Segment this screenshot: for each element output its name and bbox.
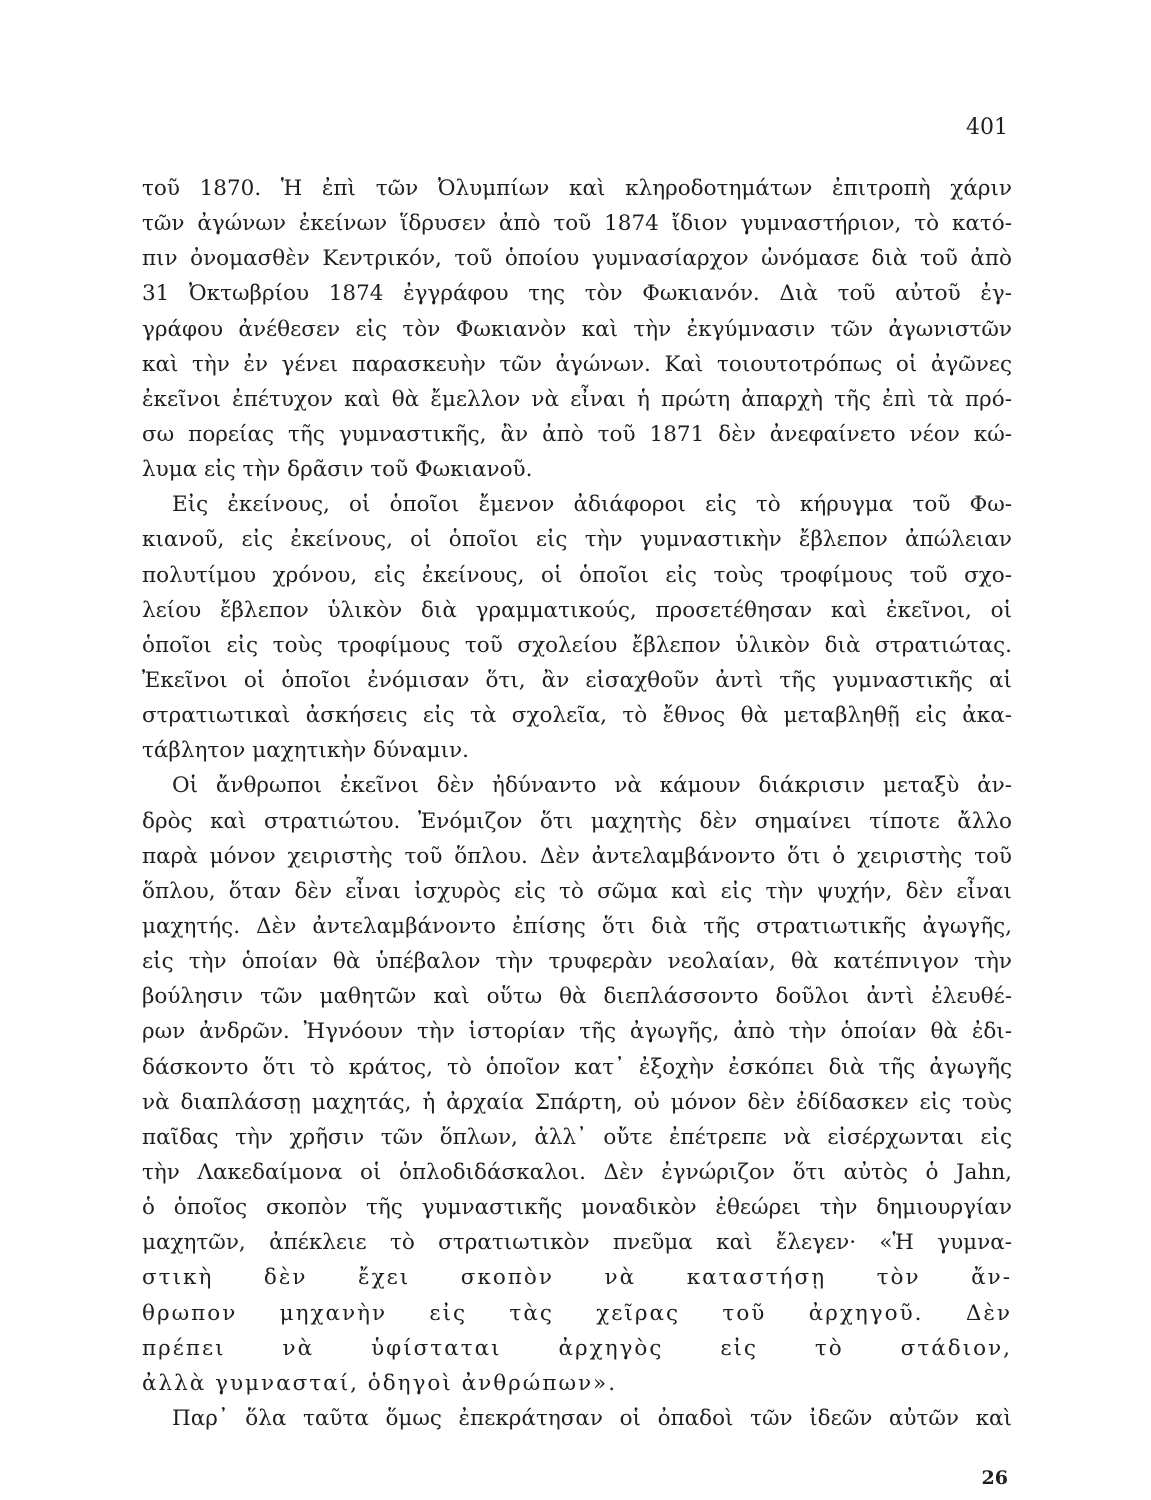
- text-line: δάσκοντο ὅτι τὸ κράτος, τὸ ὁποῖον κατ᾽ ἐξοχὴν ἐσκόπει διὰ τῆς ἀγωγῆς: [142, 1054, 1012, 1080]
- text-line: ἐκεῖνοι ἐπέτυχον καὶ θὰ ἔμελλον νὰ εἶναι ἡ πρώτη ἀπαρχὴ τῆς ἐπὶ τὰ πρό-: [142, 386, 1012, 412]
- text-line: τὴν Λακεδαίμονα οἱ ὁπλοδιδάσκαλοι. Δὲν ἐγνώριζον ὅτι αὐτὸς ὁ Jahn,: [142, 1159, 1012, 1185]
- paragraph-start-line: Παρ᾽ ὅλα ταῦτα ὅμως ἐπεκράτησαν οἱ ὀπαδοὶ τῶν ἰδεῶν αὐτῶν καὶ: [172, 1405, 1012, 1431]
- quoted-spaced-line: θρωπον μηχανὴν εἰς τὰς χεῖρας τοῦ ἀρχηγοῦ. Δὲν: [142, 1300, 1012, 1326]
- text-line: στρατιωτικαὶ ἀσκήσεις εἰς τὰ σχολεῖα, τὸ ἔθνος θὰ μεταβληθῇ εἰς ἀκα-: [142, 703, 1012, 729]
- text-line: σω πορείας τῆς γυμναστικῆς, ἂν ἀπὸ τοῦ 1871 δὲν ἀνεφαίνετο νέον κώ-: [142, 421, 1012, 447]
- text-line: τάβλητον μαχητικὴν δύναμιν.: [142, 738, 469, 764]
- quoted-spaced-line: στικὴ δὲν ἔχει σκοπὸν νὰ καταστήσῃ τὸν ἄν-: [142, 1265, 1012, 1291]
- signature-mark: 26: [981, 1467, 1008, 1489]
- text-line: Ἐκεῖνοι οἱ ὁποῖοι ἐνόμισαν ὅτι, ἂν εἰσαχθοῦν ἀντὶ τῆς γυμναστικῆς αἱ: [142, 667, 1012, 693]
- text-line: δρὸς καὶ στρατιώτου. Ἐνόμιζον ὅτι μαχητὴς δὲν σημαίνει τίποτε ἄλλο: [142, 808, 1012, 834]
- page-number: 401: [966, 115, 1008, 140]
- text-line: ὁ ὁποῖος σκοπὸν τῆς γυμναστικῆς μοναδικὸν ἐθεώρει τὴν δημιουργίαν: [142, 1195, 1012, 1221]
- text-line: ρων ἀνδρῶν. Ἠγνόουν τὴν ἱστορίαν τῆς ἀγωγῆς, ἀπὸ τὴν ὁποίαν θὰ ἐδι-: [142, 1019, 1012, 1045]
- text-line: 31 Ὀκτωβρίου 1874 ἐγγράφου της τὸν Φωκιανόν. Διὰ τοῦ αὐτοῦ ἐγ-: [142, 281, 1012, 307]
- text-line: μαχητῶν, ἀπέκλειε τὸ στρατιωτικὸν πνεῦμα καὶ ἔλεγεν· «Ἡ γυμνα-: [142, 1230, 1012, 1256]
- text-line: τοῦ 1870. Ἡ ἐπὶ τῶν Ὀλυμπίων καὶ κληροδοτημάτων ἐπιτροπὴ χάριν: [142, 176, 1012, 201]
- text-line: εἰς τὴν ὁποίαν θὰ ὑπέβαλον τὴν τρυφερὰν νεολαίαν, θὰ κατέπνιγον τὴν: [142, 949, 1012, 975]
- quoted-spaced-line: πρέπει νὰ ὑφίσταται ἀρχηγὸς εἰς τὸ στάδιον,: [142, 1335, 1012, 1361]
- text-line: ὅπλου, ὅταν δὲν εἶναι ἰσχυρὸς εἰς τὸ σῶμα καὶ εἰς τὴν ψυχήν, δὲν εἶναι: [142, 878, 1012, 904]
- text-line: μαχητής. Δὲν ἀντελαμβάνοντο ἐπίσης ὅτι διὰ τῆς στρατιωτικῆς ἀγωγῆς,: [142, 913, 1012, 939]
- body-text: [142, 171, 1012, 1436]
- text-line: λείου ἔβλεπον ὑλικὸν διὰ γραμματικούς, προσετέθησαν καὶ ἐκεῖνοι, οἱ: [142, 597, 1012, 623]
- text-line: λυμα εἰς τὴν δρᾶσιν τοῦ Φωκιανοῦ.: [142, 457, 533, 483]
- text-line: ὁποῖοι εἰς τοὺς τροφίμους τοῦ σχολείου ἔβλεπον ὑλικὸν διὰ στρατιώτας.: [142, 632, 1012, 658]
- text-line: κιανοῦ, εἰς ἐκείνους, οἱ ὁποῖοι εἰς τὴν γυμναστικὴν ἔβλεπον ἀπώλειαν: [142, 527, 1012, 553]
- text-line: πολυτίμου χρόνου, εἰς ἐκείνους, οἱ ὁποῖοι εἰς τοὺς τροφίμους τοῦ σχο-: [142, 562, 1012, 588]
- text-line: παρὰ μόνον χειριστὴς τοῦ ὅπλου. Δὲν ἀντελαμβάνοντο ὅτι ὁ χειριστὴς τοῦ: [142, 843, 1012, 869]
- text-line: βούλησιν τῶν μαθητῶν καὶ οὕτω θὰ διεπλάσσοντο δοῦλοι ἀντὶ ἐλευθέ-: [142, 984, 1012, 1010]
- text-line: καὶ τὴν ἐν γένει παρασκευὴν τῶν ἀγώνων. Καὶ τοιουτοτρόπως οἱ ἀγῶνες: [142, 351, 1012, 377]
- paragraph-start-line: Εἰς ἐκείνους, οἱ ὁποῖοι ἔμενον ἀδιάφοροι εἰς τὸ κήρυγμα τοῦ Φω-: [172, 492, 1012, 518]
- text-line: τῶν ἀγώνων ἐκείνων ἵδρυσεν ἀπὸ τοῦ 1874 ἴδιον γυμναστήριον, τὸ κατό-: [142, 211, 1012, 237]
- quoted-spaced-line: ἀλλὰ γυμνασταί, ὁδηγοὶ ἀνθρώπων».: [142, 1370, 618, 1396]
- text-line: πιν ὀνομασθὲν Κεντρικόν, τοῦ ὁποίου γυμνασίαρχον ὠνόμασε διὰ τοῦ ἀπὸ: [142, 246, 1012, 272]
- paragraph-start-line: Οἱ ἄνθρωποι ἐκεῖνοι δὲν ἠδύναντο νὰ κάμουν διάκρισιν μεταξὺ ἀν-: [172, 773, 1012, 799]
- text-line: νὰ διαπλάσσῃ μαχητάς, ἡ ἀρχαία Σπάρτη, οὐ μόνον δὲν ἐδίδασκεν εἰς τοὺς: [142, 1089, 1012, 1115]
- text-line: παῖδας τὴν χρῆσιν τῶν ὅπλων, ἀλλ᾽ οὔτε ἐπέτρεπε νὰ εἰσέρχωνται εἰς: [142, 1124, 1012, 1150]
- text-line: γράφου ἀνέθεσεν εἰς τὸν Φωκιανὸν καὶ τὴν ἐκγύμνασιν τῶν ἀγωνιστῶν: [142, 316, 1012, 342]
